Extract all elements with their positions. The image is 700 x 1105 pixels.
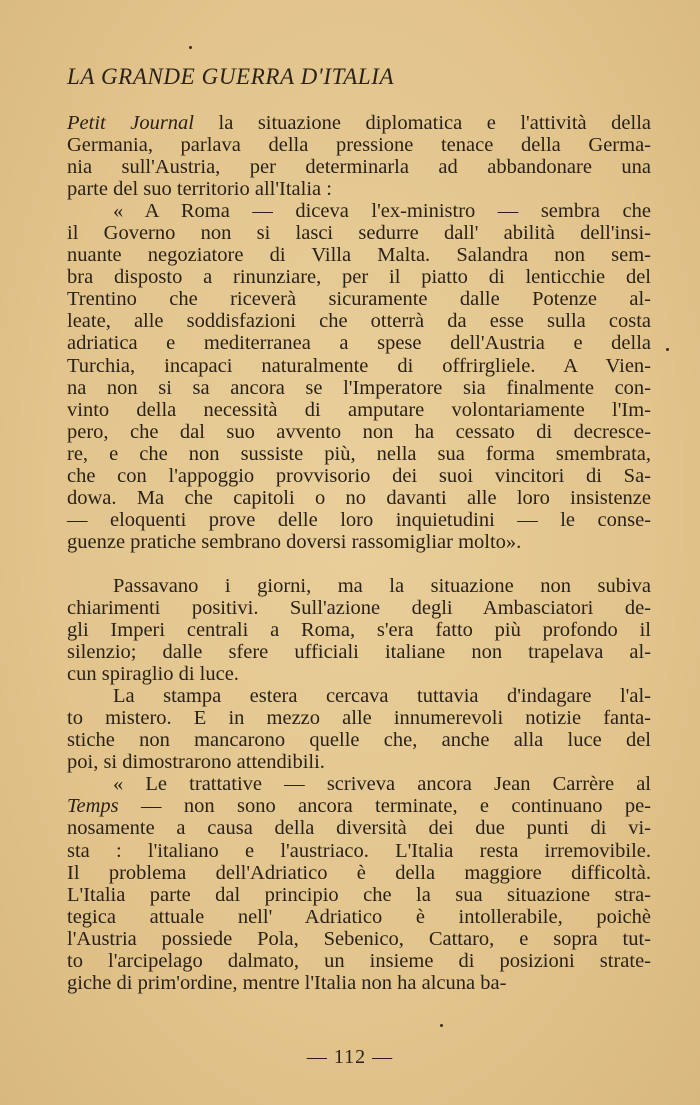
text-line: chiarimenti positivi. Sull'azione degli Ambasciatori de- [67,596,651,619]
paragraph [67,112,651,200]
text-line: adriatica e mediterranea a spese dell'Austria e della [67,332,651,355]
text-line: bra disposto a rinunziare, per il piatto di lenticchie del [67,266,651,289]
text-line: — eloquenti prove delle loro inquietudini — le conse- [67,508,651,531]
paragraph [67,200,651,553]
text-line: nuante negoziatore di Villa Malta. Salandra non sem- [67,244,651,267]
text-line: poi, si dimostrarono attendibili. [67,751,325,774]
text-line: giche di prim'ordine, mentre l'Italia non ha alcuna ba- [67,971,507,994]
paragraph-gap [67,553,651,575]
ink-speck [440,1024,443,1027]
text-line: Il problema dell'Adriatico è della maggiore difficoltà. [67,861,651,884]
paragraph [67,575,651,685]
text-line: « A Roma — diceva l'ex-ministro — sembra che [113,200,651,223]
text-line: stiche non mancarono quelle che, anche alla luce del [67,729,651,752]
text-line: cun spiraglio di luce. [67,663,239,686]
text-line: Trentino che riceverà sicuramente dalle Potenze al- [67,288,651,311]
text-line: to mistero. E in mezzo alle innumerevoli notizie fanta- [67,707,651,730]
text-line: vinto della necessità di amputare volontariamente l'Im- [67,398,651,421]
italic-title: Temps [67,795,119,818]
body-text [67,112,651,994]
text-line: « Le trattative — scriveva ancora Jean Carrère al [113,773,651,796]
text-line: La stampa estera cercava tuttavia d'indagare l'al- [113,685,651,708]
text-line: nia sull'Austria, per determinarla ad abbandonare una [67,156,651,179]
text-line: to l'arcipelago dalmato, un insieme di posizioni strate- [67,949,651,972]
text-line: tegica attuale nell' Adriatico è intollerabile, poichè [67,905,651,928]
text-line: leate, alle soddisfazioni che otterrà da esse sulla costa [67,310,651,333]
text-line: pero, che dal suo avvento non ha cessato di decresce- [67,420,651,443]
paragraph [67,773,651,993]
text-line: Passavano i giorni, ma la situazione non subiva [113,574,651,597]
text-line: Temps — non sono ancora terminate, e continuano pe- [67,795,651,818]
ink-speck [189,46,192,49]
text-line: silenzio; dalle sfere ufficiali italiane non trapelava al- [67,641,651,664]
text-line: dowa. Ma che capitoli o no davanti alle loro insistenze [67,486,651,509]
text-line: Turchia, incapaci naturalmente di offrirgliele. A Vien- [67,354,651,377]
text-line: Germania, parlava della pressione tenace della Germa- [67,134,651,157]
text-line: gli Imperi centrali a Roma, s'era fatto più profondo il [67,619,651,642]
text-line: re, e che non sussiste più, nella sua forma smembrata, [67,442,651,465]
text-line: nosamente a causa della diversità dei due punti di vi- [67,817,651,840]
text-line: l'Austria possiede Pola, Sebenico, Cattaro, e sopra tut- [67,927,651,950]
text-line: che con l'appoggio provvisorio dei suoi vincitori di Sa- [67,464,651,487]
text-line: il Governo non si lasci sedurre dall' abilità dell'insi- [67,222,651,245]
text-line: na non si sa ancora se l'Imperatore sia finalmente con- [67,376,651,399]
paragraph [67,685,651,773]
text-line: guenze pratiche sembrano doversi rassomigliar molto». [67,530,522,553]
ink-speck [666,348,669,351]
italic-title: Petit Journal [67,112,194,134]
text-line: Petit Journal la situazione diplomatica e l'attività della [67,112,651,134]
text-line: L'Italia parte dal principio che la sua situazione stra- [67,883,651,906]
page-number: — 112 — [306,1046,394,1068]
text-line: parte del suo territorio all'Italia : [67,178,332,201]
text-line: sta : l'italiano e l'austriaco. L'Italia resta irremovibile. [67,839,651,862]
running-head: LA GRANDE GUERRA D'ITALIA [67,64,395,89]
